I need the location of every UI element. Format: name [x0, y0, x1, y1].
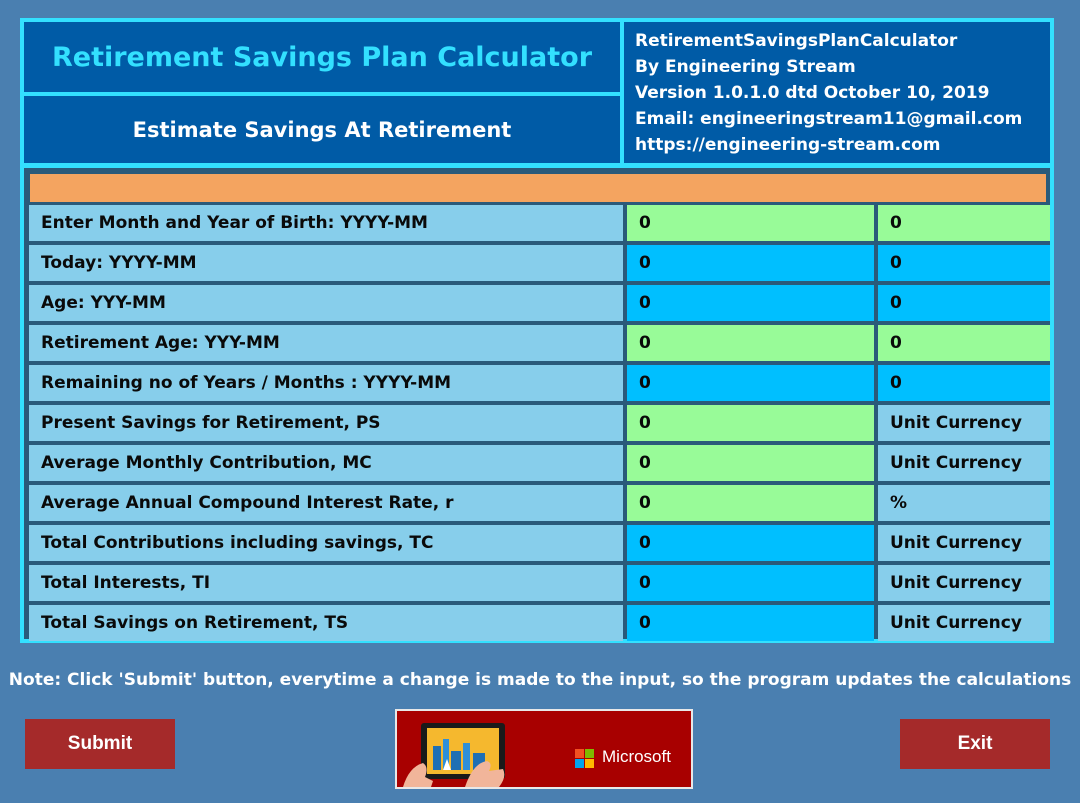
info-author: By Engineering Stream	[635, 57, 856, 77]
microsoft-label: Microsoft	[602, 747, 671, 766]
app-info	[624, 22, 1050, 163]
today-month-value: 0	[878, 245, 1050, 281]
total-contributions-value: 0	[627, 525, 874, 561]
table-row	[29, 485, 1045, 521]
app-title: Retirement Savings Plan Calculator	[24, 22, 620, 92]
row-label: Retirement Age: YYY-MM	[29, 325, 623, 361]
table-grid	[24, 168, 1050, 639]
row-label: Average Monthly Contribution, MC	[29, 445, 623, 481]
table-row	[29, 245, 1045, 281]
row-label: Enter Month and Year of Birth: YYYY-MM	[29, 205, 623, 241]
unit-label: %	[878, 485, 1050, 521]
info-app-name: RetirementSavingsPlanCalculator	[635, 31, 958, 51]
unit-label: Unit Currency	[878, 525, 1050, 561]
today-year-value: 0	[627, 245, 874, 281]
info-email: Email: engineeringstream11@gmail.com	[635, 109, 1023, 129]
tablet-hand-illustration-icon	[403, 711, 513, 787]
row-label: Present Savings for Retirement, PS	[29, 405, 623, 441]
present-savings-input[interactable]: 0	[627, 405, 874, 441]
total-savings-value: 0	[627, 605, 874, 641]
exit-button[interactable]: Exit	[900, 719, 1050, 769]
table-row	[29, 405, 1045, 441]
instruction-note: Note: Click 'Submit' button, everytime a change is made to the input, so the program updates the calculations	[8, 670, 1072, 690]
monthly-contribution-input[interactable]: 0	[627, 445, 874, 481]
info-website: https://engineering-stream.com	[635, 135, 941, 155]
header	[20, 18, 1054, 168]
total-interests-value: 0	[627, 565, 874, 601]
info-version: Version 1.0.1.0 dtd October 10, 2019	[635, 83, 990, 103]
row-label: Total Savings on Retirement, TS	[29, 605, 623, 641]
age-year-value: 0	[627, 285, 874, 321]
unit-label: Unit Currency	[878, 605, 1050, 641]
table-row	[29, 445, 1045, 481]
app-subtitle: Estimate Savings At Retirement	[24, 96, 620, 163]
microsoft-store-banner[interactable]	[395, 709, 693, 789]
unit-label: Unit Currency	[878, 405, 1050, 441]
row-label: Average Annual Compound Interest Rate, r	[29, 485, 623, 521]
unit-label: Unit Currency	[878, 445, 1050, 481]
calculator-table	[20, 164, 1054, 643]
microsoft-logo-icon	[575, 749, 595, 769]
table-row	[29, 205, 1045, 241]
submit-button[interactable]: Submit	[25, 719, 175, 769]
table-row	[29, 565, 1045, 601]
age-month-value: 0	[878, 285, 1050, 321]
retirement-age-year-input[interactable]: 0	[627, 325, 874, 361]
birth-year-input[interactable]: 0	[627, 205, 874, 241]
table-row	[29, 605, 1045, 641]
row-label: Remaining no of Years / Months : YYYY-MM	[29, 365, 623, 401]
row-label: Today: YYYY-MM	[29, 245, 623, 281]
remaining-months-value: 0	[878, 365, 1050, 401]
row-label: Total Interests, TI	[29, 565, 623, 601]
table-row	[29, 525, 1045, 561]
table-row	[29, 285, 1045, 321]
remaining-years-value: 0	[627, 365, 874, 401]
table-row	[29, 365, 1045, 401]
row-label: Total Contributions including savings, TC	[29, 525, 623, 561]
unit-label: Unit Currency	[878, 565, 1050, 601]
retirement-age-month-input[interactable]: 0	[878, 325, 1050, 361]
interest-rate-input[interactable]: 0	[627, 485, 874, 521]
table-row	[29, 325, 1045, 361]
birth-month-input[interactable]: 0	[878, 205, 1050, 241]
row-label: Age: YYY-MM	[29, 285, 623, 321]
header-bar	[29, 173, 1047, 203]
